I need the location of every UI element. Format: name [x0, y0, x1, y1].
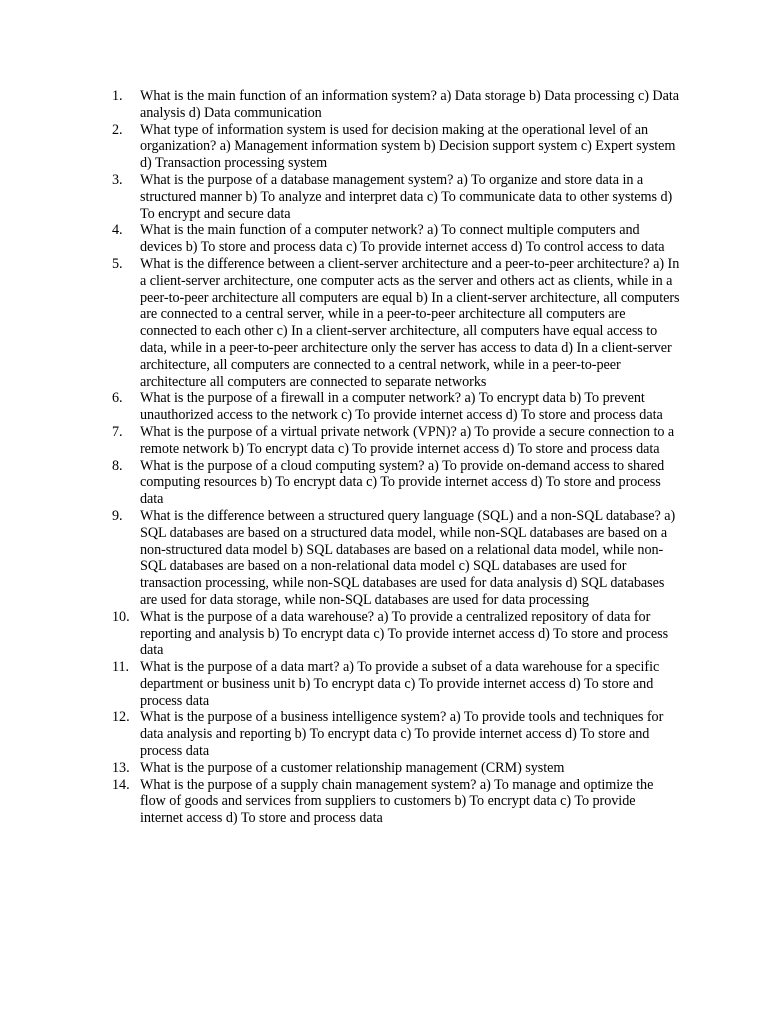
list-item [112, 390, 680, 424]
list-item [112, 172, 680, 222]
question-list [112, 88, 680, 827]
list-item [112, 222, 680, 256]
list-item [112, 508, 680, 609]
question-text: What is the purpose of a database management system? a) To organize and store data in a structured manner b) To analyze and interpret data c) To communicate data to other systems d) To encrypt and secure data [140, 171, 673, 222]
list-item [112, 659, 680, 709]
question-text: What is the purpose of a supply chain management system? a) To manage and optimize the flow of goods and services from suppliers to customers b) To encrypt data c) To provide internet access d) To store and process data [140, 776, 654, 827]
question-number: 7. [112, 423, 123, 440]
question-text: What is the purpose of a data warehouse? a) To provide a centralized repository of data for reporting and analysis b) To encrypt data c) To provide internet access d) To store and process data [140, 608, 669, 659]
question-text: What is the purpose of a virtual private network (VPN)? a) To provide a secure connection to a remote network b) To encrypt data c) To provide internet access d) To store and process data [140, 423, 675, 457]
list-item [112, 609, 680, 659]
question-text: What is the difference between a client-server architecture and a peer-to-peer architecture? a) In a client-server architecture, one computer acts as the server and others act as clients, while in a peer-to-peer architecture all computers are equal b) In a client-server architecture, all computers are connected to a central server, while in a peer-to-peer architecture all computers are connected to each other c) In a client-server architecture, all computers have equal access to data, while in a peer-to-peer architecture only the server has access to data d) In a client-server architecture, all computers are connected to a central network, while in a peer-to-peer architecture all computers are connected to separate networks [140, 255, 680, 390]
question-text: What is the main function of a computer network? a) To connect multiple computers and devices b) To store and process data c) To provide internet access d) To control access to data [140, 222, 665, 256]
question-text: What is the purpose of a customer relationship management (CRM) system [140, 759, 565, 776]
question-number: 11. [112, 659, 130, 676]
question-number: 13. [112, 759, 130, 776]
list-item [112, 122, 680, 172]
question-number: 2. [112, 121, 123, 138]
question-number: 14. [112, 776, 130, 793]
question-number: 3. [112, 171, 123, 188]
question-number: 6. [112, 390, 123, 407]
list-item [112, 256, 680, 390]
question-number: 5. [112, 255, 123, 272]
list-item [112, 458, 680, 508]
question-number: 10. [112, 608, 130, 625]
question-text: What is the main function of an information system? a) Data storage b) Data processing c) Data analysis d) Data communication [140, 88, 679, 121]
list-item [112, 777, 680, 827]
question-number: 9. [112, 507, 123, 524]
list-item [112, 709, 680, 759]
question-text: What is the purpose of a data mart? a) To provide a subset of a data warehouse for a specific department or business unit b) To encrypt data c) To provide internet access d) To store and process data [140, 659, 660, 709]
list-item [112, 760, 680, 777]
question-number: 8. [112, 457, 123, 474]
list-item [112, 424, 680, 458]
question-text: What is the difference between a structured query language (SQL) and a non-SQL database? a) SQL databases are based on a structured data model, while non-SQL databases are based on a non-structured data model b) SQL databases are based on a relational data model, while non-SQL databases are based on a non-relational data model c) SQL databases are used for transaction processing, while non-SQL databases are used for data analysis d) SQL databases are used for data storage, while non-SQL databases are used for data processing [140, 507, 676, 608]
question-text: What is the purpose of a firewall in a computer network? a) To encrypt data b) To prevent unauthorized access to the network c) To provide internet access d) To store and process data [140, 390, 663, 424]
question-text: What is the purpose of a cloud computing system? a) To provide on-demand access to shared computing resources b) To encrypt data c) To provide internet access d) To store and process data [140, 457, 665, 508]
question-number: 4. [112, 222, 123, 239]
question-text: What is the purpose of a business intelligence system? a) To provide tools and techniques for data analysis and reporting b) To encrypt data c) To provide internet access d) To store and process data [140, 709, 664, 760]
question-number: 12. [112, 709, 130, 726]
question-number: 1. [112, 88, 123, 104]
question-text: What type of information system is used for decision making at the operational level of an organization? a) Management information system b) Decision support system c) Expert system d) Transaction processing system [140, 121, 676, 172]
list-item [112, 88, 680, 122]
